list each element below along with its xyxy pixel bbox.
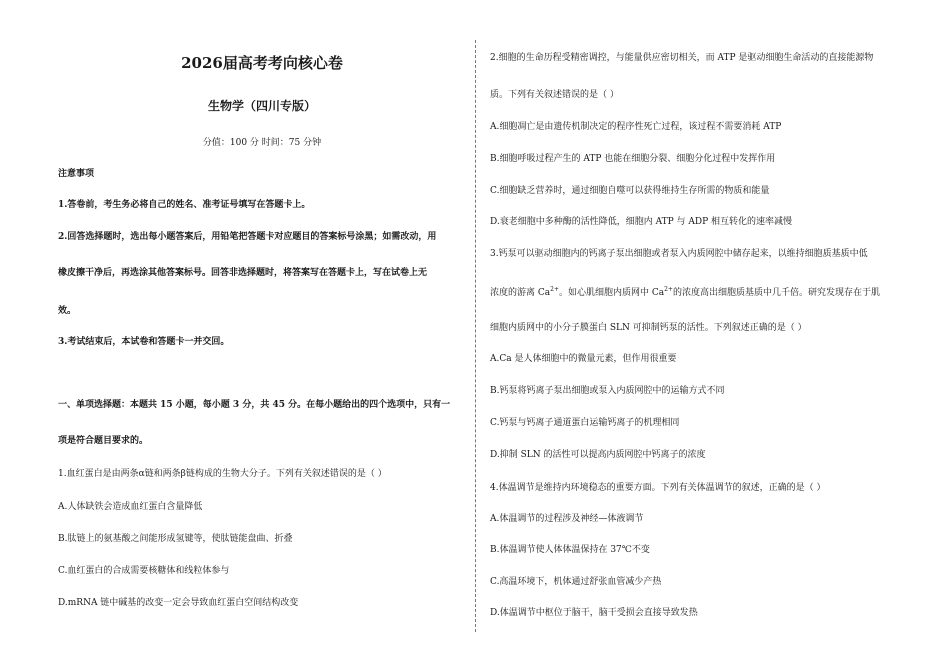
question-3-option-d: D.抑制 SLN 的活性可以提高内质网腔中钙离子的浓度 <box>490 450 706 460</box>
question-2-line2: 质。下列有关叙述错误的是（ ） <box>490 90 619 100</box>
notice-item-3: 3.考试结束后，本试卷和答题卡一并交回。 <box>58 337 230 347</box>
exam-title: 2026届高考考向核心卷 <box>181 54 343 72</box>
notice-item-2-line1: 2.回答选择题时，选出每小题答案后，用铅笔把答题卡对应题目的答案标号涂黑；如需改动，用 <box>58 232 437 242</box>
question-3-option-b: B.钙泵将钙离子泵出细胞或泵入内质网腔中的运输方式不同 <box>490 386 725 396</box>
question-4-option-b: B.体温调节使人体体温保持在 37℃不变 <box>490 545 650 555</box>
question-4-option-c: C.高温环境下，机体通过舒张血管减少产热 <box>490 577 662 587</box>
question-4-option-d: D.体温调节中枢位于脑干，脑干受损会直接导致发热 <box>490 608 698 618</box>
question-1-stem: 1.血红蛋白是由两条α链和两条β链构成的生物大分子。下列有关叙述错误的是（ ） <box>58 469 387 479</box>
question-1-option-c: C.血红蛋白的合成需要核糖体和线粒体参与 <box>58 566 230 576</box>
question-3-line1: 3.钙泵可以驱动细胞内的钙离子泵出细胞或者泵入内质网腔中储存起来，以维持细胞质基质中低 <box>490 249 868 259</box>
question-2-line1: 2.细胞的生命历程受精密调控，与能量供应密切相关，而 ATP 是驱动细胞生命活动的直接能源物 <box>490 53 874 63</box>
calcium-charge-superscript: 2+ <box>550 286 559 293</box>
question-2-option-b: B.细胞呼吸过程产生的 ATP 也能在细胞分裂、细胞分化过程中发挥作用 <box>490 154 776 164</box>
notice-heading: 注意事项 <box>58 169 95 179</box>
question-3-option-a: A.Ca 是人体细胞中的微量元素，但作用很重要 <box>490 354 677 364</box>
calcium-charge-superscript: 2+ <box>664 286 673 293</box>
question-1-option-b: B.肽链上的氨基酸之间能形成氢键等，使肽链能盘曲、折叠 <box>58 534 293 544</box>
notice-item-1: 1.答卷前，考生务必将自己的姓名、准考证号填写在答题卡上。 <box>58 200 311 210</box>
notice-item-2-line2: 橡皮擦干净后，再选涂其他答案标号。回答非选择题时，将答案写在答题卡上，写在试卷上无 <box>58 268 428 278</box>
exam-subtitle: 生物学（四川专版） <box>207 99 316 113</box>
question-3-line2-part-c: 的浓度高出细胞质基质中几千倍。研究发现存在于肌 <box>672 288 880 298</box>
question-1-option-a: A.人体缺铁会造成血红蛋白含量降低 <box>58 502 203 512</box>
question-4-stem: 4.体温调节是维持内环境稳态的重要方面。下列有关体温调节的叙述，正确的是（ ） <box>490 483 826 493</box>
question-1-option-d: D.mRNA 链中碱基的改变一定会导致血红蛋白空间结构改变 <box>58 598 299 608</box>
column-divider <box>475 40 476 632</box>
section-heading-line1: 一、单项选择题：本题共 15 小题，每小题 3 分，共 45 分。在每小题给出的四个选项中，只有一 <box>58 400 451 410</box>
notice-item-2-line3: 效。 <box>58 306 77 316</box>
question-3-line3: 细胞内质网中的小分子膜蛋白 SLN 可抑制钙泵的活性。下列叙述正确的是（ ） <box>490 323 807 333</box>
question-2-option-d: D.衰老细胞中多种酶的活性降低，细胞内 ATP 与 ADP 相互转化的速率减慢 <box>490 217 793 227</box>
question-3-line2-part-b: 。如心肌细胞内质网中 Ca <box>558 288 665 298</box>
question-3-line2-part-a: 浓度的游离 Ca <box>490 288 551 298</box>
question-4-option-a: A.体温调节的过程涉及神经—体液调节 <box>490 514 644 524</box>
question-2-option-a: A.细胞凋亡是由遗传机制决定的程序性死亡过程，该过程不需要消耗 ATP <box>490 122 782 132</box>
question-3-option-c: C.钙泵与钙离子通道蛋白运输钙离子的机理相同 <box>490 418 680 428</box>
question-3-line2 <box>490 285 880 298</box>
question-2-option-c: C.细胞缺乏营养时，通过细胞自噬可以获得维持生存所需的物质和能量 <box>490 186 770 196</box>
section-heading-line2: 项是符合题目要求的。 <box>58 436 149 446</box>
score-time-info: 分值：100 分 时间：75 分钟 <box>202 138 322 148</box>
